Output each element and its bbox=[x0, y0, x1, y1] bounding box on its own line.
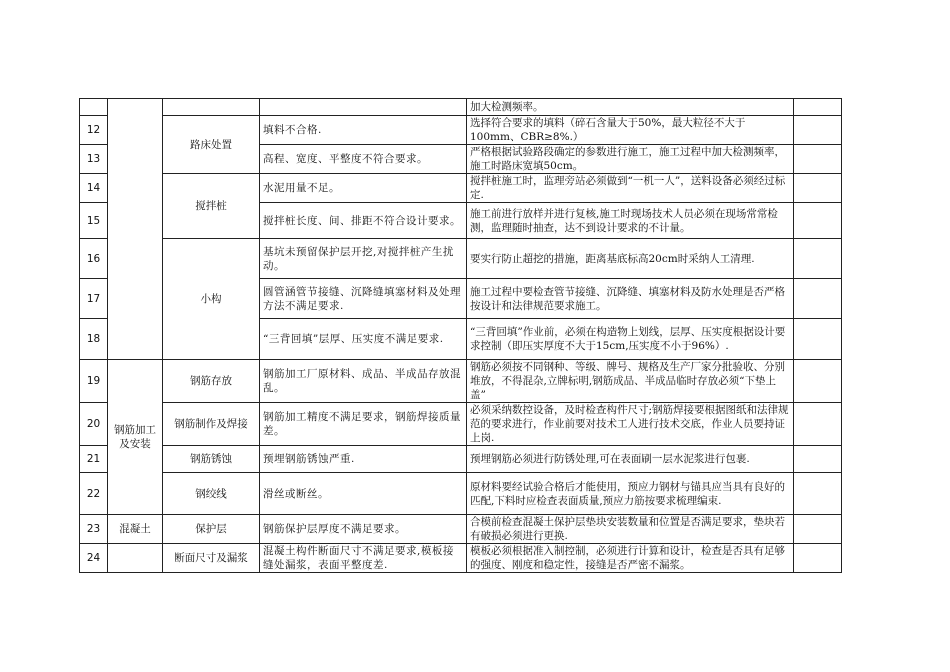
row-number: 12 bbox=[80, 116, 108, 145]
cause-cell: 填料不合格. bbox=[260, 116, 467, 145]
item-cell: 断面尺寸及漏浆 bbox=[163, 544, 260, 573]
table-row bbox=[80, 99, 842, 116]
measure-cell: 搅拌桩施工时，监理旁站必须做到“一机一人”，送料设备必须经过标定. bbox=[467, 174, 794, 203]
remark-cell bbox=[794, 99, 842, 116]
remark-cell bbox=[794, 360, 842, 403]
row-number: 13 bbox=[80, 145, 108, 174]
cause-cell: 钢筋保护层厚度不满足要求。 bbox=[260, 515, 467, 544]
row-number bbox=[80, 99, 108, 116]
measure-cell: 选择符合要求的填料（碎石含量大于50%，最大粒径不大于100mm、CBR≥8%.） bbox=[467, 116, 794, 145]
cause-cell: “三背回填”层厚、压实度不满足要求. bbox=[260, 319, 467, 360]
remark-cell bbox=[794, 279, 842, 319]
cause-cell: 搅拌桩长度、间、排距不符合设计要求。 bbox=[260, 203, 467, 239]
remark-cell bbox=[794, 203, 842, 239]
remark-cell bbox=[794, 446, 842, 473]
item-cell: 路床处置 bbox=[163, 116, 260, 174]
quality-control-table bbox=[79, 98, 842, 573]
measure-cell: 合模前检查混凝土保护层垫块安装数量和位置是否满足要求，垫块若有破损必须进行更换. bbox=[467, 515, 794, 544]
row-number: 19 bbox=[80, 360, 108, 403]
remark-cell bbox=[794, 116, 842, 145]
category-cell: 钢筋加工及安装 bbox=[108, 360, 163, 515]
cause-cell: 水泥用量不足。 bbox=[260, 174, 467, 203]
table-row bbox=[80, 116, 842, 145]
measure-cell: 模板必须根据准入制控制，必须进行计算和设计，检查是否具有足够的强度、刚度和稳定性，接缝是否严密不漏浆。 bbox=[467, 544, 794, 573]
remark-cell bbox=[794, 403, 842, 446]
item-cell: 钢筋存放 bbox=[163, 360, 260, 403]
table-row bbox=[80, 174, 842, 203]
remark-cell bbox=[794, 174, 842, 203]
remark-cell bbox=[794, 544, 842, 573]
row-number: 16 bbox=[80, 239, 108, 279]
table-row bbox=[80, 544, 842, 573]
category-cell bbox=[108, 544, 163, 573]
measure-cell: 加大检测频率。 bbox=[467, 99, 794, 116]
category-cell bbox=[108, 99, 163, 360]
measure-cell: 钢筋必须按不同钢种、等级、牌号、规格及生产厂家分批验收、分别堆放，不得混杂,立牌标明,钢筋成品、半成品临时存放必须“下垫上盖” bbox=[467, 360, 794, 403]
measure-cell: “三背回填”作业前，必须在构造物上划线，层厚、压实度根据设计要求控制（即压实厚度不大于15cm,压实度不小于96%）. bbox=[467, 319, 794, 360]
item-cell: 钢筋制作及焊接 bbox=[163, 403, 260, 446]
table-row bbox=[80, 473, 842, 515]
table-row bbox=[80, 360, 842, 403]
cause-cell: 滑丝或断丝。 bbox=[260, 473, 467, 515]
cause-cell: 圆管涵管节接缝、沉降缝填塞材料及处理方法不满足要求. bbox=[260, 279, 467, 319]
table-row bbox=[80, 239, 842, 279]
remark-cell bbox=[794, 473, 842, 515]
cause-cell: 钢筋加工精度不满足要求，钢筋焊接质量差。 bbox=[260, 403, 467, 446]
item-cell bbox=[163, 99, 260, 116]
item-cell: 搅拌桩 bbox=[163, 174, 260, 239]
cause-cell: 钢筋加工厂原材料、成品、半成品存放混乱。 bbox=[260, 360, 467, 403]
remark-cell bbox=[794, 239, 842, 279]
remark-cell bbox=[794, 145, 842, 174]
item-cell: 钢绞线 bbox=[163, 473, 260, 515]
row-number: 17 bbox=[80, 279, 108, 319]
cause-cell: 高程、宽度、平整度不符合要求。 bbox=[260, 145, 467, 174]
measure-cell: 必须采纳数控设备，及时检查构件尺寸;钢筋焊接要根据图纸和法律规范的要求进行，作业前要对技术工人进行技术交底，作业人员要持证上岗. bbox=[467, 403, 794, 446]
remark-cell bbox=[794, 515, 842, 544]
category-cell: 混凝土 bbox=[108, 515, 163, 544]
table-row bbox=[80, 515, 842, 544]
item-cell: 小构 bbox=[163, 239, 260, 360]
table-row bbox=[80, 403, 842, 446]
measure-cell: 施工前进行放样并进行复核,施工时现场技术人员必须在现场常常检测，监理随时抽查，达不到设计要求的不计量。 bbox=[467, 203, 794, 239]
measure-cell: 原材料要经试验合格后才能使用，预应力钢材与锚具应当具有良好的匹配,下料时应检查表面质量,预应力筋按要求梳理编束. bbox=[467, 473, 794, 515]
cause-cell bbox=[260, 99, 467, 116]
row-number: 20 bbox=[80, 403, 108, 446]
row-number: 21 bbox=[80, 446, 108, 473]
item-cell: 保护层 bbox=[163, 515, 260, 544]
row-number: 23 bbox=[80, 515, 108, 544]
row-number: 18 bbox=[80, 319, 108, 360]
row-number: 22 bbox=[80, 473, 108, 515]
row-number: 15 bbox=[80, 203, 108, 239]
measure-cell: 预埋钢筋必须进行防锈处理,可在表面刷一层水泥浆进行包裹. bbox=[467, 446, 794, 473]
measure-cell: 严格根据试验路段确定的参数进行施工，施工过程中加大检测频率，施工时路床宽填50cm。 bbox=[467, 145, 794, 174]
cause-cell: 混凝土构件断面尺寸不满足要求,模板接缝处漏浆，表面平整度差. bbox=[260, 544, 467, 573]
item-cell: 钢筋锈蚀 bbox=[163, 446, 260, 473]
cause-cell: 基坑未预留保护层开挖,对搅拌桩产生扰动。 bbox=[260, 239, 467, 279]
cause-cell: 预埋钢筋锈蚀严重. bbox=[260, 446, 467, 473]
measure-cell: 要实行防止超挖的措施，距离基底标高20cm时采纳人工清理. bbox=[467, 239, 794, 279]
measure-cell: 施工过程中要检查管节接缝、沉降缝、填塞材料及防水处理是否严格按设计和法律规范要求施工。 bbox=[467, 279, 794, 319]
table-row bbox=[80, 446, 842, 473]
row-number: 24 bbox=[80, 544, 108, 573]
row-number: 14 bbox=[80, 174, 108, 203]
remark-cell bbox=[794, 319, 842, 360]
